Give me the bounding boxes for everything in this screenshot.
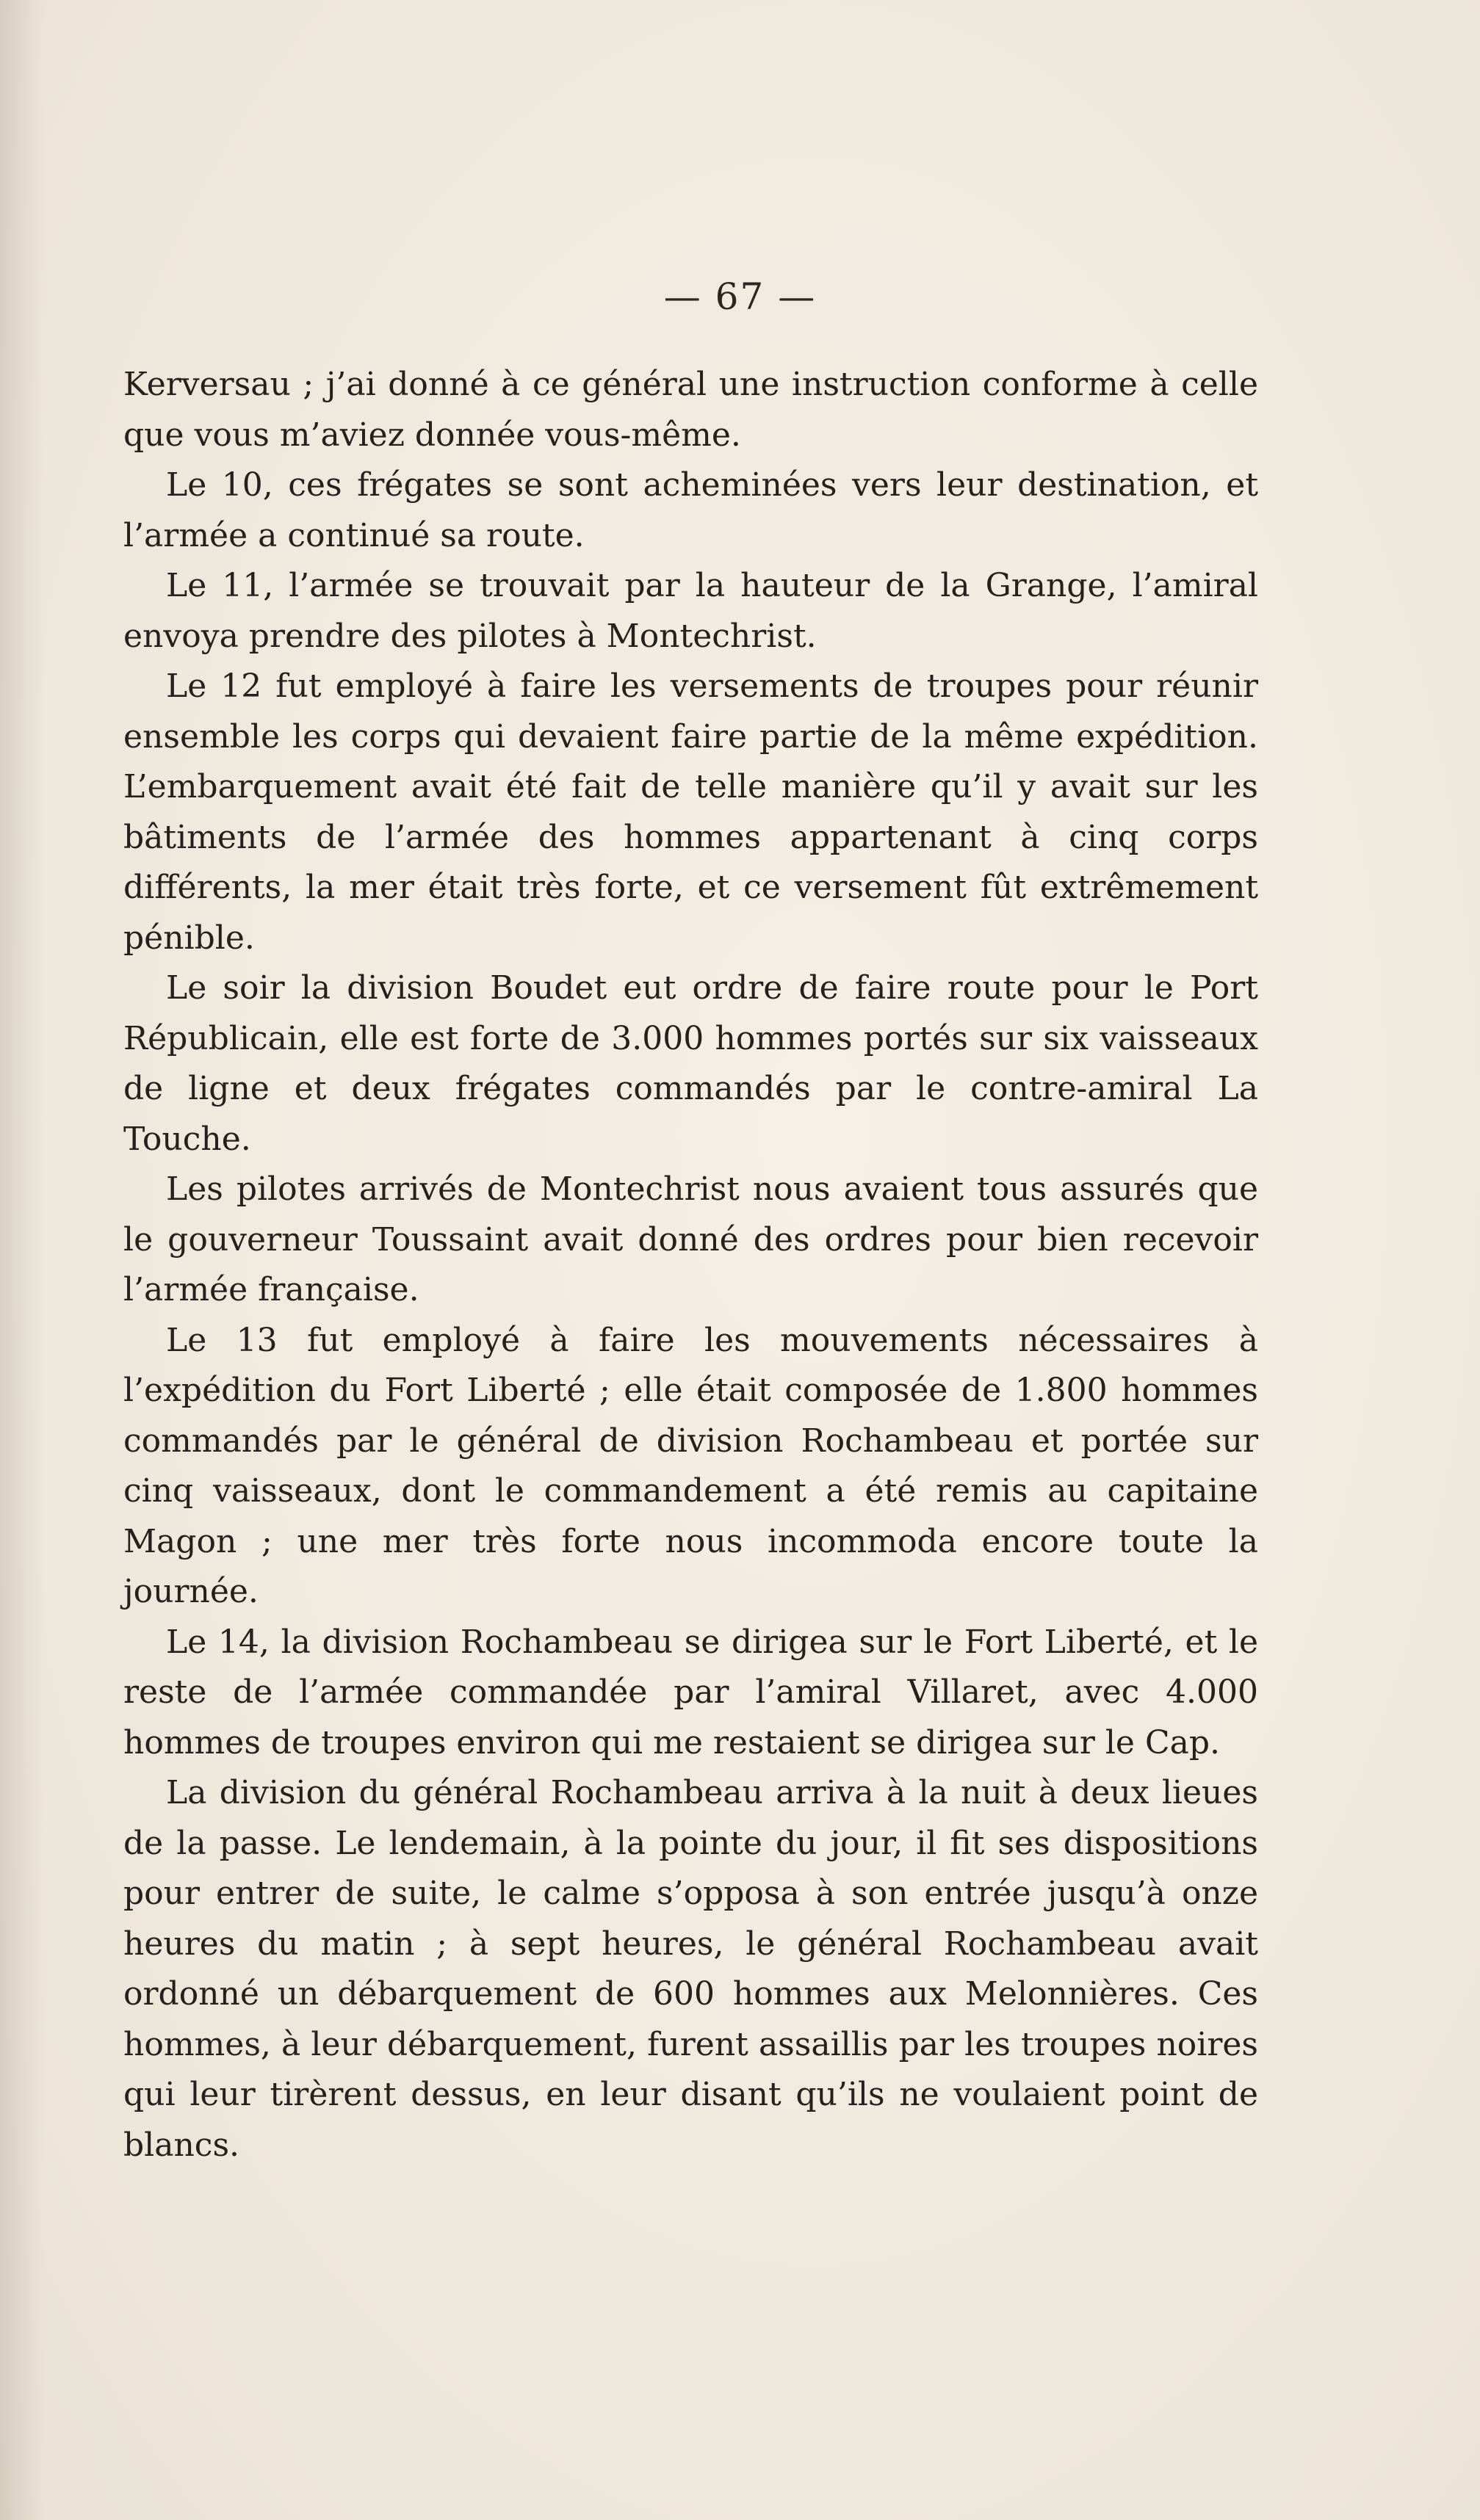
paragraph: Le 10, ces frégates se sont acheminées vers leur destination, et l’armée a continué sa route. [123,466,1258,554]
paragraph: Kerversau ; j’ai donné à ce général une instruction conforme à celle que vous m’aviez donnée vous-même. [123,366,1258,454]
paragraph: Le 11, l’armée se trouvait par la hauteur de la Grange, l’amiral envoya prendre des pilotes à Montechrist. [123,567,1258,655]
paragraph: La division du général Rochambeau arriva à la nuit à deux lieues de la passe. Le lendemain, à la pointe du jour, il fit ses dispositions pour entrer de suite, le calme s’opposa à son entrée jusqu’à onze heures du matin ; à sept heures, le général Rochambeau avait ordonné un débarquement de 600 hommes aux Melonnières. Ces hommes, à leur débarquement, furent assaillis par les troupes noires qui leur tirèrent dessus, en leur disant qu’ils ne voulaient point de blancs. [123,1774,1258,2164]
paragraph: Le soir la division Boudet eut ordre de faire route pour le Port Républicain, elle est forte de 3.000 hommes portés sur six vaisseaux de ligne et deux frégates commandés par le contre-amiral La Touche. [123,969,1258,1158]
page-number: — 67 — [663,275,817,318]
paragraph: Le 13 fut employé à faire les mouvements nécessaires à l’expédition du Fort Liberté ; elle était composée de 1.800 hommes commandés par le général de division Rochambeau et portée sur cinq vaisseaux, dont le commandement a été remis au capitaine Magon ; une mer très forte nous incommoda encore toute la journée. [123,1321,1258,1610]
paragraph: Le 14, la division Rochambeau se dirigea sur le Fort Liberté, et le reste de l’armée commandée par l’amiral Villaret, avec 4.000 hommes de troupes environ qui me restaient se dirigea sur le Cap. [123,1623,1258,1762]
paragraph: Le 12 fut employé à faire les versements de troupes pour réunir ensemble les corps qui devaient faire partie de la même expédition. L’embarquement avait été fait de telle manière qu’il y avait sur les bâtiments de l’armée des hommes appartenant à cinq corps différents, la mer était très forte, et ce versement fût extrêmement pénible. [123,667,1258,957]
body-text [123,360,1258,2170]
paragraph: Les pilotes arrivés de Montechrist nous avaient tous assurés que le gouverneur Toussaint avait donné des ordres pour bien recevoir l’armée française. [123,1170,1258,1308]
gutter-shadow [0,0,44,2520]
